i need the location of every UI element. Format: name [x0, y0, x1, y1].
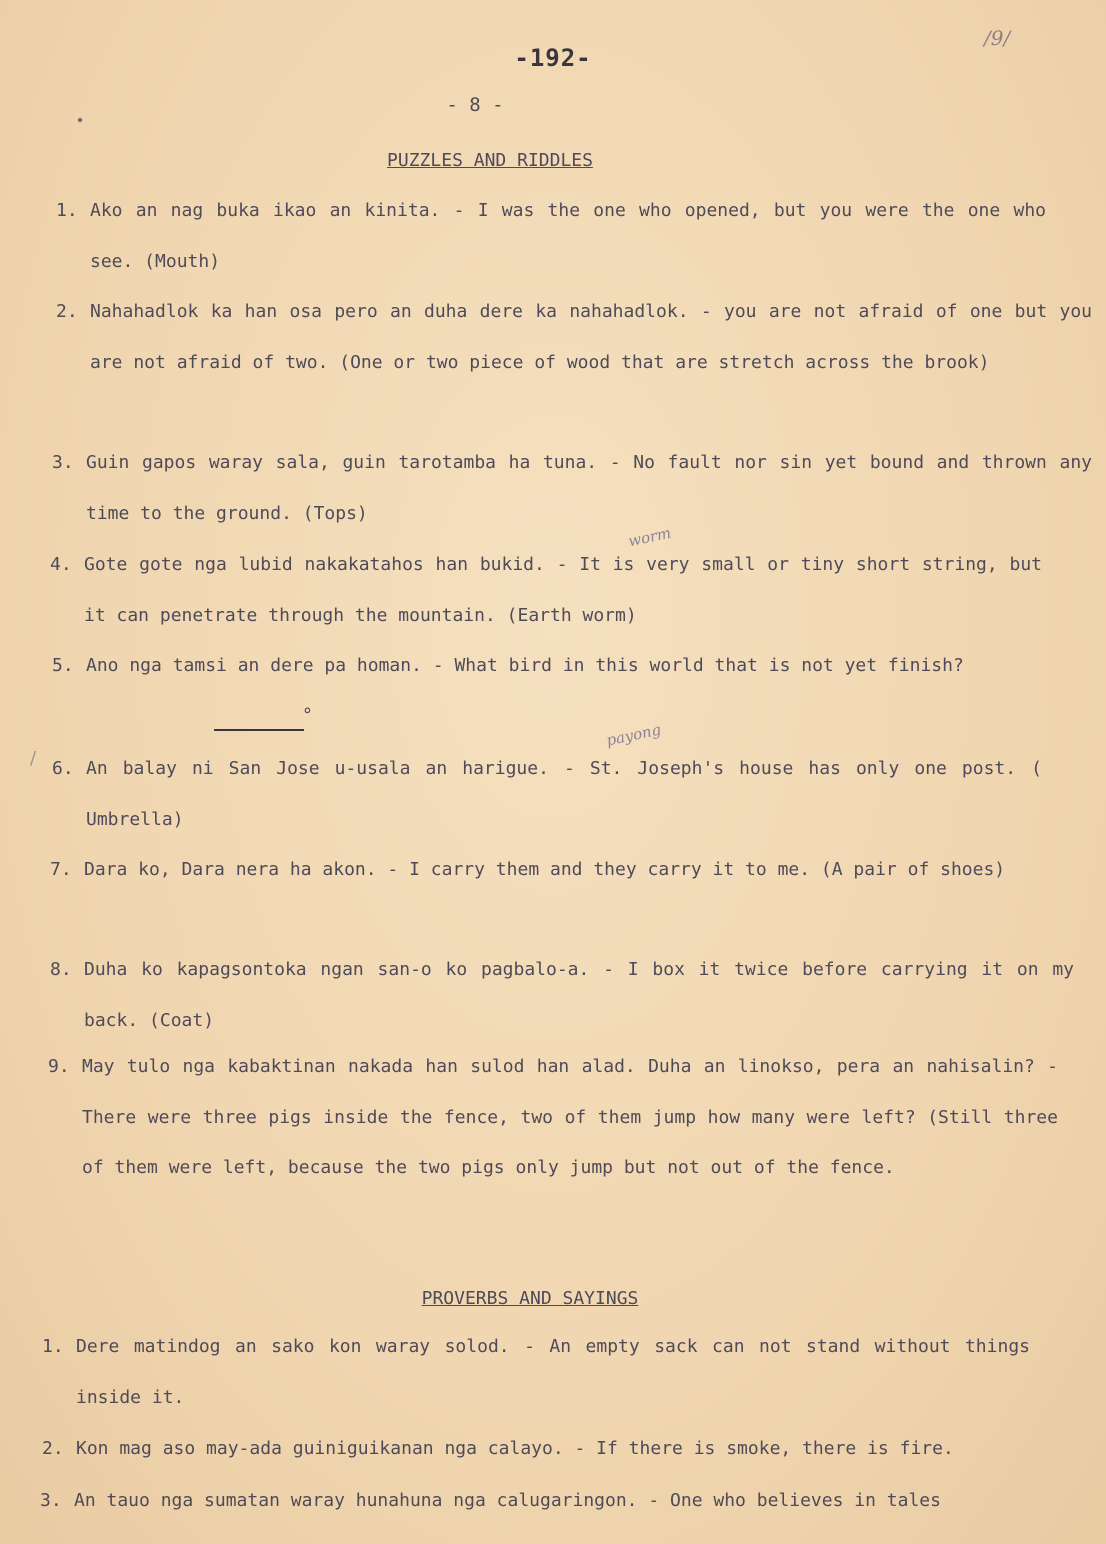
riddle-number: 8. — [50, 959, 72, 980]
riddle-item — [56, 287, 1092, 388]
riddle-text: Ano nga tamsi an dere pa homan. - What bird in this world that is not yet finish? — [86, 655, 964, 676]
riddle-item — [52, 641, 1016, 692]
riddle-number: 5. — [52, 655, 74, 676]
riddle-number: 2. — [56, 301, 78, 322]
page-number: -192- — [514, 44, 592, 72]
riddle-text: Gote gote nga lubid nakakatahos han bukid. - It is very small or tiny short string, but it can penetrate through the mountain. (Earth worm) — [84, 554, 1042, 626]
proverb-number: 3. — [40, 1490, 62, 1511]
riddle-text: An balay ni San Jose u-usala an harigue. - St. Joseph's house has only one post. ( Umbrella) — [86, 758, 1042, 830]
pencil-annotation-worm: worm — [626, 523, 673, 551]
riddle-text: May tulo nga kabaktinan nakada han sulod han alad. Duha an linokso, pera an nahisalin? - There were three pigs inside the fence, two of them jump how many were left? (Still three of them were left, because the two pigs only jump but not out of the fence. — [82, 1056, 1058, 1178]
riddle-number: 3. — [52, 452, 74, 473]
pencil-tick-mark: / — [30, 748, 37, 769]
riddle-text: Dara ko, Dara nera ha akon. - I carry them and they carry it to me. (A pair of shoes) — [84, 859, 1006, 880]
riddle-number: 7. — [50, 859, 72, 880]
proverbs-heading: PROVERBS AND SAYINGS — [421, 1288, 639, 1309]
riddle-number: 4. — [50, 554, 72, 575]
riddle-item — [56, 186, 1046, 287]
riddle-number: 6. — [52, 758, 74, 779]
answer-blank-dot: ∘ — [302, 700, 313, 721]
stray-dot — [78, 118, 82, 122]
riddles-heading: PUZZLES AND RIDDLES — [387, 150, 593, 171]
proverb-item — [42, 1322, 1030, 1423]
proverb-item — [40, 1476, 1090, 1527]
riddle-item — [50, 845, 1050, 896]
riddle-text: Nahahadlok ka han osa pero an duha dere ka nahahadlok. - you are not afraid of one but you are not afraid of two. (One or two piece of wood that are stretch across the brook) — [90, 301, 1092, 373]
pencil-annotation-payong: payong — [604, 720, 663, 750]
riddle-item — [48, 1042, 1058, 1194]
answer-blank-line — [214, 729, 304, 731]
riddle-text: Guin gapos waray sala, guin tarotamba ha tuna. - No fault nor sin yet bound and thrown any time to the ground. (Tops) — [86, 452, 1092, 524]
riddle-item — [52, 438, 1092, 539]
proverb-item — [42, 1424, 1088, 1475]
riddle-item — [50, 540, 1042, 641]
proverb-text: Dere matindog an sako kon waray solod. - An empty sack can not stand without things inside it. — [76, 1336, 1030, 1408]
proverb-number: 1. — [42, 1336, 64, 1357]
riddle-item — [50, 945, 1074, 1046]
proverb-number: 2. — [42, 1438, 64, 1459]
riddle-text: Ako an nag buka ikao an kinita. - I was the one who opened, but you were the one who see. (Mouth) — [90, 200, 1046, 272]
riddle-text: Duha ko kapagsontoka ngan san-o ko pagbalo-a. - I box it twice before carrying it on my back. (Coat) — [84, 959, 1074, 1031]
riddle-number: 9. — [48, 1056, 70, 1077]
handwritten-page-mark: /9/ — [984, 26, 1011, 50]
proverb-text: Kon mag aso may-ada guiniguikanan nga calayo. - If there is smoke, there is fire. — [76, 1438, 954, 1459]
riddle-item — [52, 744, 1042, 845]
proverb-text: An tauo nga sumatan waray hunahuna nga calugaringon. - One who believes in tales — [74, 1490, 941, 1511]
sub-page-number: - 8 - — [446, 94, 504, 116]
riddle-number: 1. — [56, 200, 78, 221]
